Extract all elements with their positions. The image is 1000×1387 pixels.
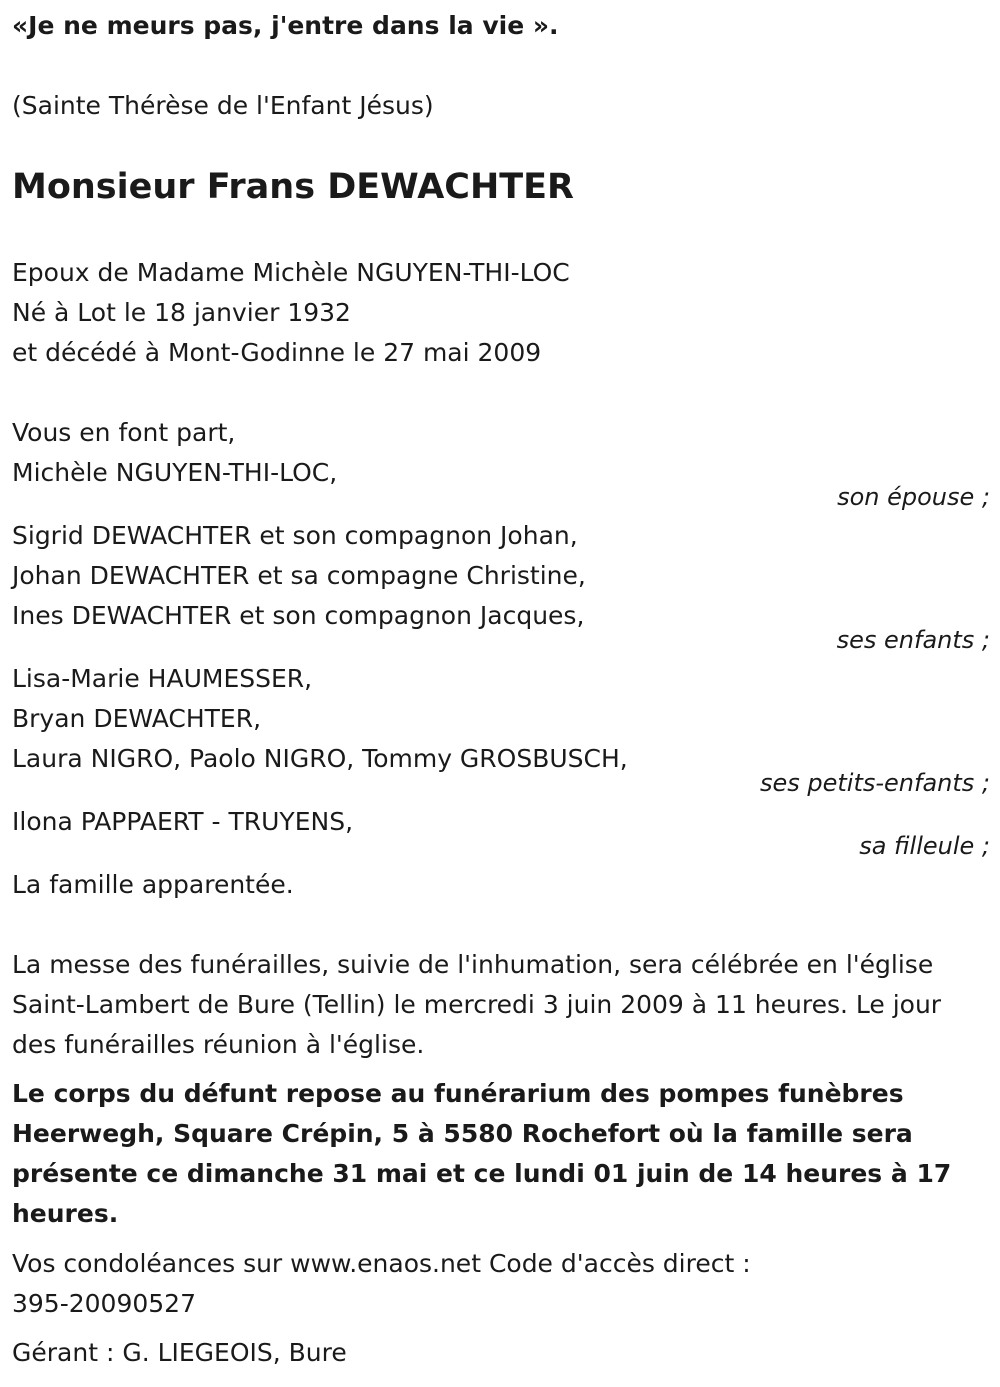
family-member: Ilona PAPPAERT - TRUYENS, <box>12 807 354 836</box>
deceased-name: Monsieur Frans DEWACHTER <box>12 167 574 207</box>
announce-intro: Vous en font part, <box>12 418 236 447</box>
family-member: Michèle NGUYEN-THI-LOC, <box>12 458 338 487</box>
family-group-goddaughter <box>12 802 353 842</box>
quote: «Je ne meurs pas, j'entre dans la vie ». <box>12 11 559 40</box>
family-group-children <box>12 516 586 636</box>
family-member: Johan DEWACHTER et sa compagne Christine, <box>12 561 586 590</box>
family-member: Ines DEWACHTER et son compagnon Jacques, <box>12 601 585 630</box>
family-member: Bryan DEWACHTER, <box>12 704 262 733</box>
family-group-spouse <box>12 453 337 493</box>
family-group-grandchildren <box>12 659 628 779</box>
family-member: Laura NIGRO, Paolo NIGRO, Tommy GROSBUSCH, <box>12 744 628 773</box>
spouse-line: Epoux de Madame Michèle NGUYEN-THI-LOC <box>12 258 570 287</box>
birth-line: Né à Lot le 18 janvier 1932 <box>12 298 351 327</box>
role-children: ses enfants ; <box>836 626 990 654</box>
family-line: La famille apparentée. <box>12 870 294 899</box>
family-member: Sigrid DEWACHTER et son compagnon Johan, <box>12 521 578 550</box>
role-grandchildren: ses petits-enfants ; <box>759 769 990 797</box>
family-member: Lisa-Marie HAUMESSER, <box>12 664 313 693</box>
role-spouse: son épouse ; <box>837 483 990 511</box>
deceased-details <box>12 253 570 373</box>
manager-line: Gérant : G. LIEGEOIS, Bure <box>12 1338 347 1367</box>
repose-text: Le corps du défunt repose au funérarium des pompes funèbres Heerwegh, Square Crépin, 5 à 5580 Rochefort où la famille sera présente ce dimanche 31 mai et ce lundi 01 juin de 14 heures à 17 heures. <box>12 1079 952 1228</box>
role-goddaughter: sa filleule ; <box>859 832 990 860</box>
condolences-text: Vos condoléances sur www.enaos.net Code d'accès direct : 395-20090527 <box>12 1249 751 1318</box>
death-line: et décédé à Mont-Godinne le 27 mai 2009 <box>12 338 542 367</box>
quote-source: (Sainte Thérèse de l'Enfant Jésus) <box>12 91 434 120</box>
funeral-text: La messe des funérailles, suivie de l'inhumation, sera célébrée en l'église Saint-Lambert de Bure (Tellin) le mercredi 3 juin 2009 à 11 heures. Le jour des funérailles réunion à l'église. <box>12 950 942 1059</box>
